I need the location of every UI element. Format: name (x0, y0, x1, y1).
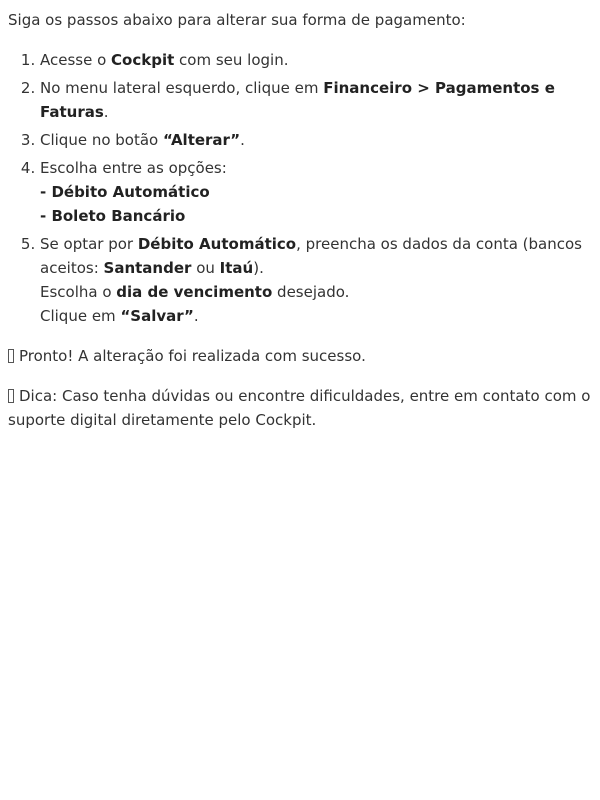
bank-itau: Itaú (219, 259, 254, 277)
cockpit-label: Cockpit (111, 51, 175, 69)
save-suffix: . (193, 307, 199, 325)
step-1-text: Acesse o (40, 51, 112, 69)
step-1 (40, 48, 596, 72)
step-3-suffix: . (240, 131, 245, 149)
step-3 (40, 128, 596, 152)
step-1-suffix: com seu login. (174, 51, 289, 69)
step-5-banks-text: , preencha os dados da conta (bancos aceitos: (40, 235, 582, 277)
success-text: Pronto! A alteração foi realizada com sucesso. (19, 347, 366, 365)
step-3-text: Clique no botão (40, 131, 164, 149)
option-debito: - Débito Automático (40, 183, 210, 201)
banks-close: ). (253, 259, 264, 277)
due-day-text: Escolha o (40, 283, 117, 301)
step-5 (40, 232, 596, 328)
step-2 (40, 76, 596, 124)
option-boleto: - Boleto Bancário (40, 207, 186, 225)
steps-list (8, 48, 596, 328)
menu-path-label: Financeiro > Pagamentos e Faturas (40, 79, 555, 121)
lightbulb-icon (8, 389, 14, 403)
or-text: ou (191, 259, 220, 277)
tip-message (8, 384, 596, 432)
save-line (40, 304, 596, 328)
save-text: Clique em (40, 307, 121, 325)
salvar-label: “Salvar” (120, 307, 194, 325)
step-2-text: No menu lateral esquerdo, clique em (40, 79, 324, 97)
checkmark-icon (8, 349, 14, 363)
step-4 (40, 156, 596, 228)
message-body (8, 8, 596, 432)
step-2-suffix: . (103, 103, 109, 121)
tip-text: Dica: Caso tenha dúvidas ou encontre dificuldades, entre em contato com o suporte digital diretamente pelo Cockpit. (8, 387, 591, 429)
due-day-label: dia de vencimento (116, 283, 273, 301)
step-5-text: Se optar por (40, 235, 138, 253)
debito-label: Débito Automático (137, 235, 297, 253)
alterar-label: “Alterar” (163, 131, 241, 149)
success-message (8, 344, 596, 368)
due-day-line (40, 280, 596, 304)
due-day-suffix: desejado. (272, 283, 350, 301)
step-4-text: Escolha entre as opções: (40, 159, 227, 177)
intro-text: Siga os passos abaixo para alterar sua forma de pagamento: (8, 11, 466, 29)
bank-santander: Santander (103, 259, 192, 277)
